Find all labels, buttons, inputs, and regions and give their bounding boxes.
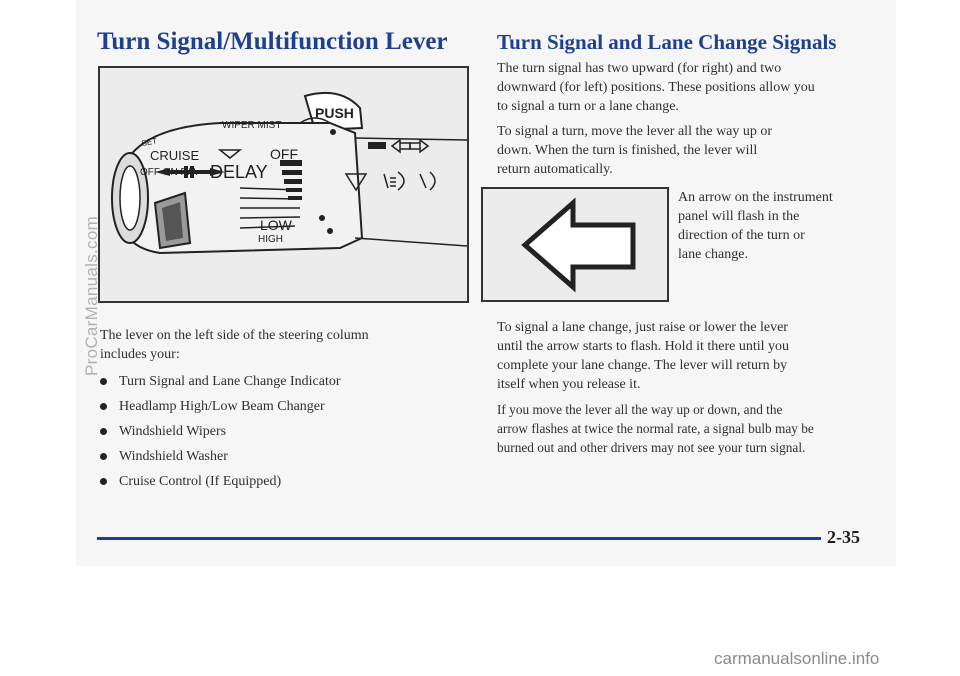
text-line: complete your lane change. The lever will return by: [497, 358, 788, 373]
intro-line-2: includes your:: [100, 347, 180, 362]
push-label: PUSH: [315, 105, 354, 121]
watermark-carmanualsonline: carmanualsonline.info: [714, 649, 880, 668]
text-line: lane change.: [678, 247, 748, 262]
text-line: If you move the lever all the way up or down, and the: [497, 402, 783, 417]
text-line: An arrow on the instrument: [678, 190, 833, 205]
text-line: down. When the turn is finished, the lever will: [497, 143, 758, 158]
text-line: panel will flash in the: [678, 209, 800, 224]
text-line: until the arrow starts to flash. Hold it there until you: [497, 339, 790, 354]
text-line: The turn signal has two upward (for right) and two: [497, 61, 782, 76]
page-number: 2-35: [827, 527, 860, 547]
right-section-title: Turn Signal and Lane Change Signals: [497, 30, 837, 54]
text-line: downward (for left) positions. These positions allow you: [497, 80, 815, 95]
text-line: To signal a lane change, just raise or lower the lever: [497, 320, 788, 335]
cruise-label: CRUISE: [150, 148, 200, 163]
text-line: itself when you release it.: [497, 377, 641, 392]
text-line: direction of the turn or: [678, 228, 805, 243]
text-line: burned out and other drivers may not see your turn signal.: [497, 440, 806, 455]
low-label: LOW: [260, 217, 292, 233]
list-item: Cruise Control (If Equipped): [100, 469, 341, 494]
off-on-ra-label: OFF ON R/A: [140, 167, 198, 178]
feature-list: [100, 369, 341, 494]
list-item: Turn Signal and Lane Change Indicator: [100, 369, 341, 394]
list-item: Windshield Washer: [100, 444, 341, 469]
turn-arrow-illustration: [481, 187, 669, 302]
watermark-procarmanuals: ProCarManuals.com: [82, 215, 101, 376]
off-label: OFF: [270, 146, 298, 162]
text-line: To signal a turn, move the lever all the way up or: [497, 124, 773, 139]
list-item: Windshield Wipers: [100, 419, 341, 444]
list-item: Headlamp High/Low Beam Changer: [100, 394, 341, 419]
lever-drawing: [100, 68, 467, 301]
high-label: HIGH: [258, 234, 283, 245]
footer-rule: [97, 537, 821, 540]
wiper-mist-label: WIPER MIST: [222, 120, 282, 131]
multifunction-lever-illustration: [98, 66, 469, 303]
left-arrow-icon: [483, 189, 667, 300]
delay-label: DELAY: [210, 162, 268, 182]
text-line: to signal a turn or a lane change.: [497, 99, 679, 114]
set-label: SET: [140, 136, 158, 148]
left-section-title: Turn Signal/Multifunction Lever: [97, 28, 448, 55]
text-line: return automatically.: [497, 162, 613, 177]
text-line: arrow flashes at twice the normal rate, a signal bulb may be: [497, 421, 814, 436]
intro-line-1: The lever on the left side of the steering column: [100, 328, 369, 343]
